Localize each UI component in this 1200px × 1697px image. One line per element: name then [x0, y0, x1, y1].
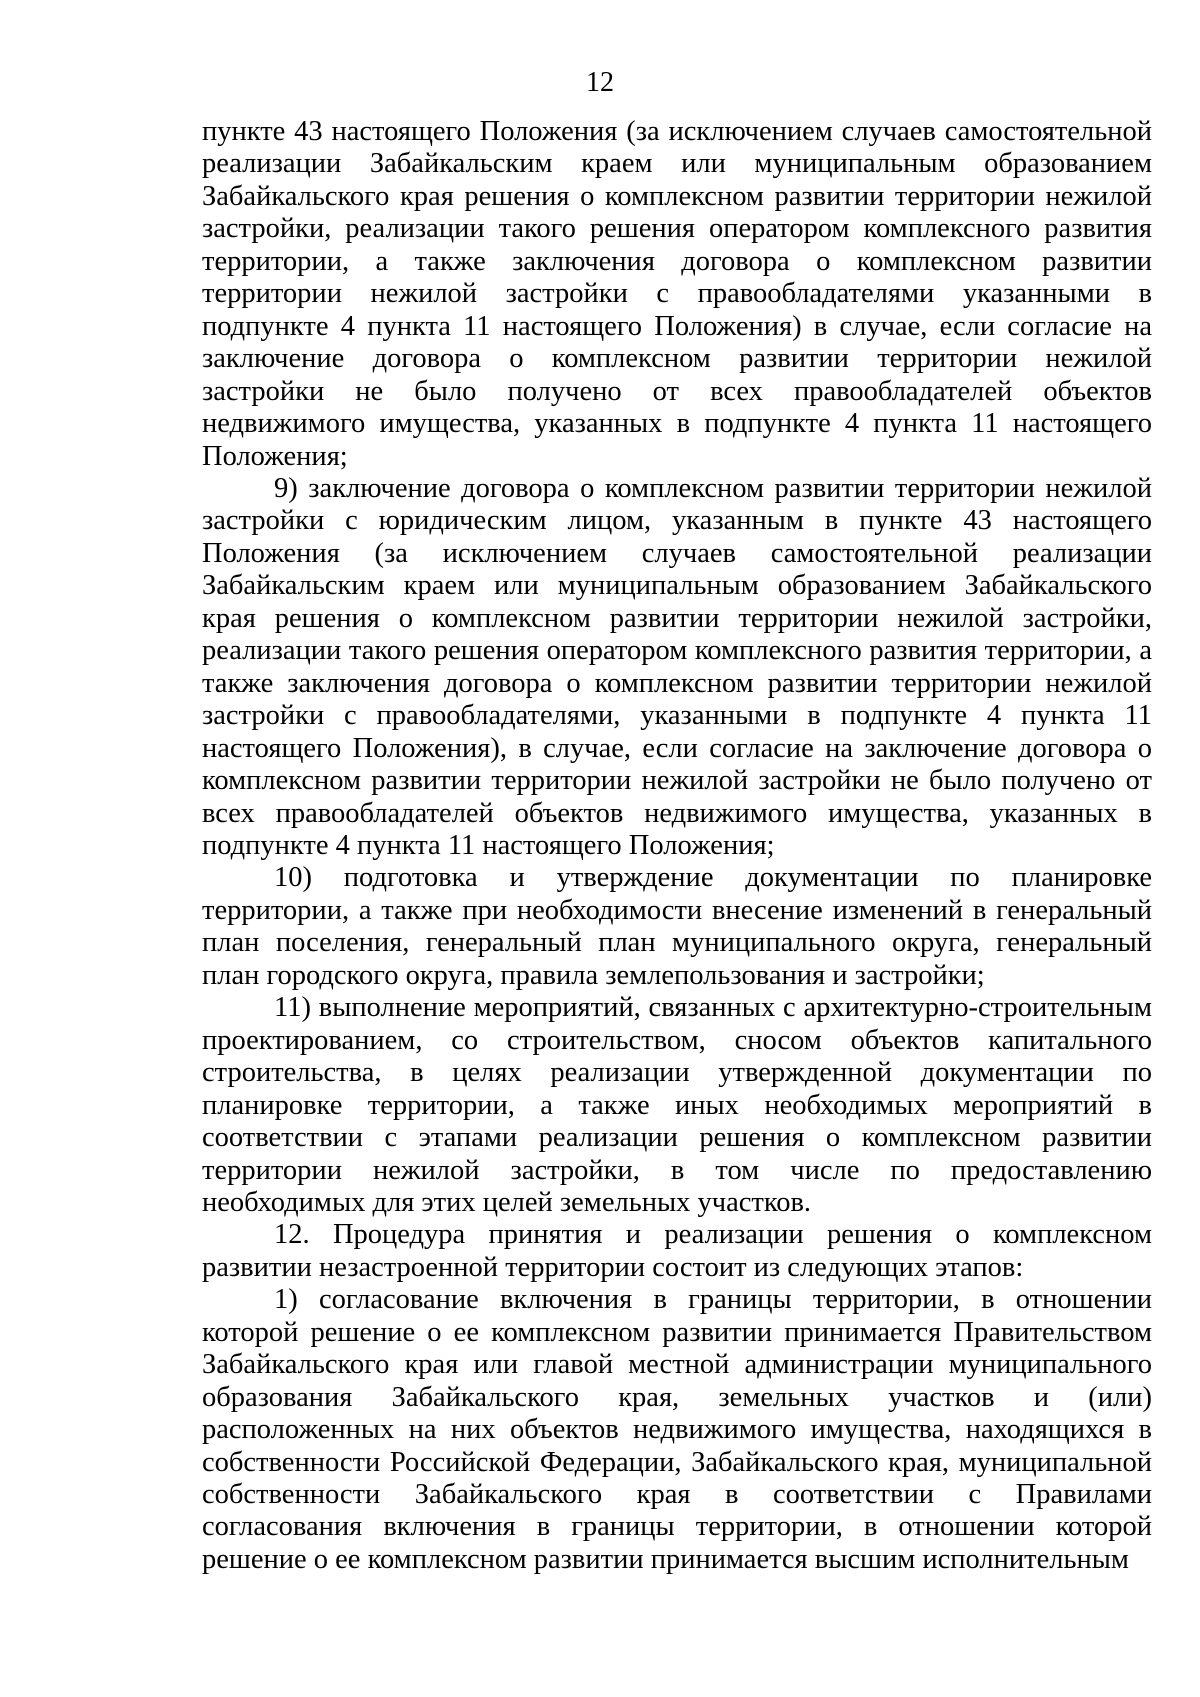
paragraph-item-1: 1) согласование включения в границы территории, в отношении которой решение о ее комплексном развитии принимается Правительством Забайкальского края или главой местной администрации муниципального образования Забайкальского края, земельных участков и (или) расположенных на них объектов недвижимого имущества, находящихся в собственности Российской Федерации, Забайкальского края, муниципальной собственности Забайкальского края в соответствии с Правилами согласования включения в границы территории, в отношении которой решение о ее комплексном развитии принимается высшим исполнительным	[202, 1284, 1152, 1575]
document-body	[202, 116, 1152, 1576]
paragraph-continuation: пункте 43 настоящего Положения (за исключением случаев самостоятельной реализации Забайкальским краем или муниципальным образованием Забайкальского края решения о комплексном развитии территории нежилой застройки, реализации такого решения оператором комплексного развития территории, а также заключения договора о комплексном развитии территории нежилой застройки с правообладателями указанными в подпункте 4 пункта 11 настоящего Положения) в случае, если согласие на заключение договора о комплексном развитии территории нежилой застройки не было получено от всех правообладателей объектов недвижимого имущества, указанных в подпункте 4 пункта 11 настоящего Положения;	[202, 116, 1152, 472]
paragraph-item-11: 11) выполнение мероприятий, связанных с архитектурно-строительным проектированием, со строительством, сносом объектов капитального строительства, в целях реализации утвержденной документации по планировке территории, а также иных необходимых мероприятий в соответствии с этапами реализации решения о комплексном развитии территории нежилой застройки, в том числе по предоставлению необходимых для этих целей земельных участков.	[202, 992, 1152, 1218]
paragraph-point-12: 12. Процедура принятия и реализации решения о комплексном развитии незастроенной территории состоит из следующих этапов:	[202, 1219, 1152, 1283]
paragraph-item-10: 10) подготовка и утверждение документации по планировке территории, а также при необходимости внесение изменений в генеральный план поселения, генеральный план муниципального округа, генеральный план городского округа, правила землепользования и застройки;	[202, 862, 1152, 991]
page-number: 12	[586, 67, 614, 98]
paragraph-item-9: 9) заключение договора о комплексном развитии территории нежилой застройки с юридическим лицом, указанным в пункте 43 настоящего Положения (за исключением случаев самостоятельной реализации Забайкальским краем или муниципальным образованием Забайкальского края решения о комплексном развитии территории нежилой застройки, реализации такого решения оператором комплексного развития территории, а также заключения договора о комплексном развитии территории нежилой застройки с правообладателями, указанными в подпункте 4 пункта 11 настоящего Положения), в случае, если согласие на заключение договора о комплексном развитии территории нежилой застройки не было получено от всех правообладателей объектов недвижимого имущества, указанных в подпункте 4 пункта 11 настоящего Положения;	[202, 472, 1152, 861]
